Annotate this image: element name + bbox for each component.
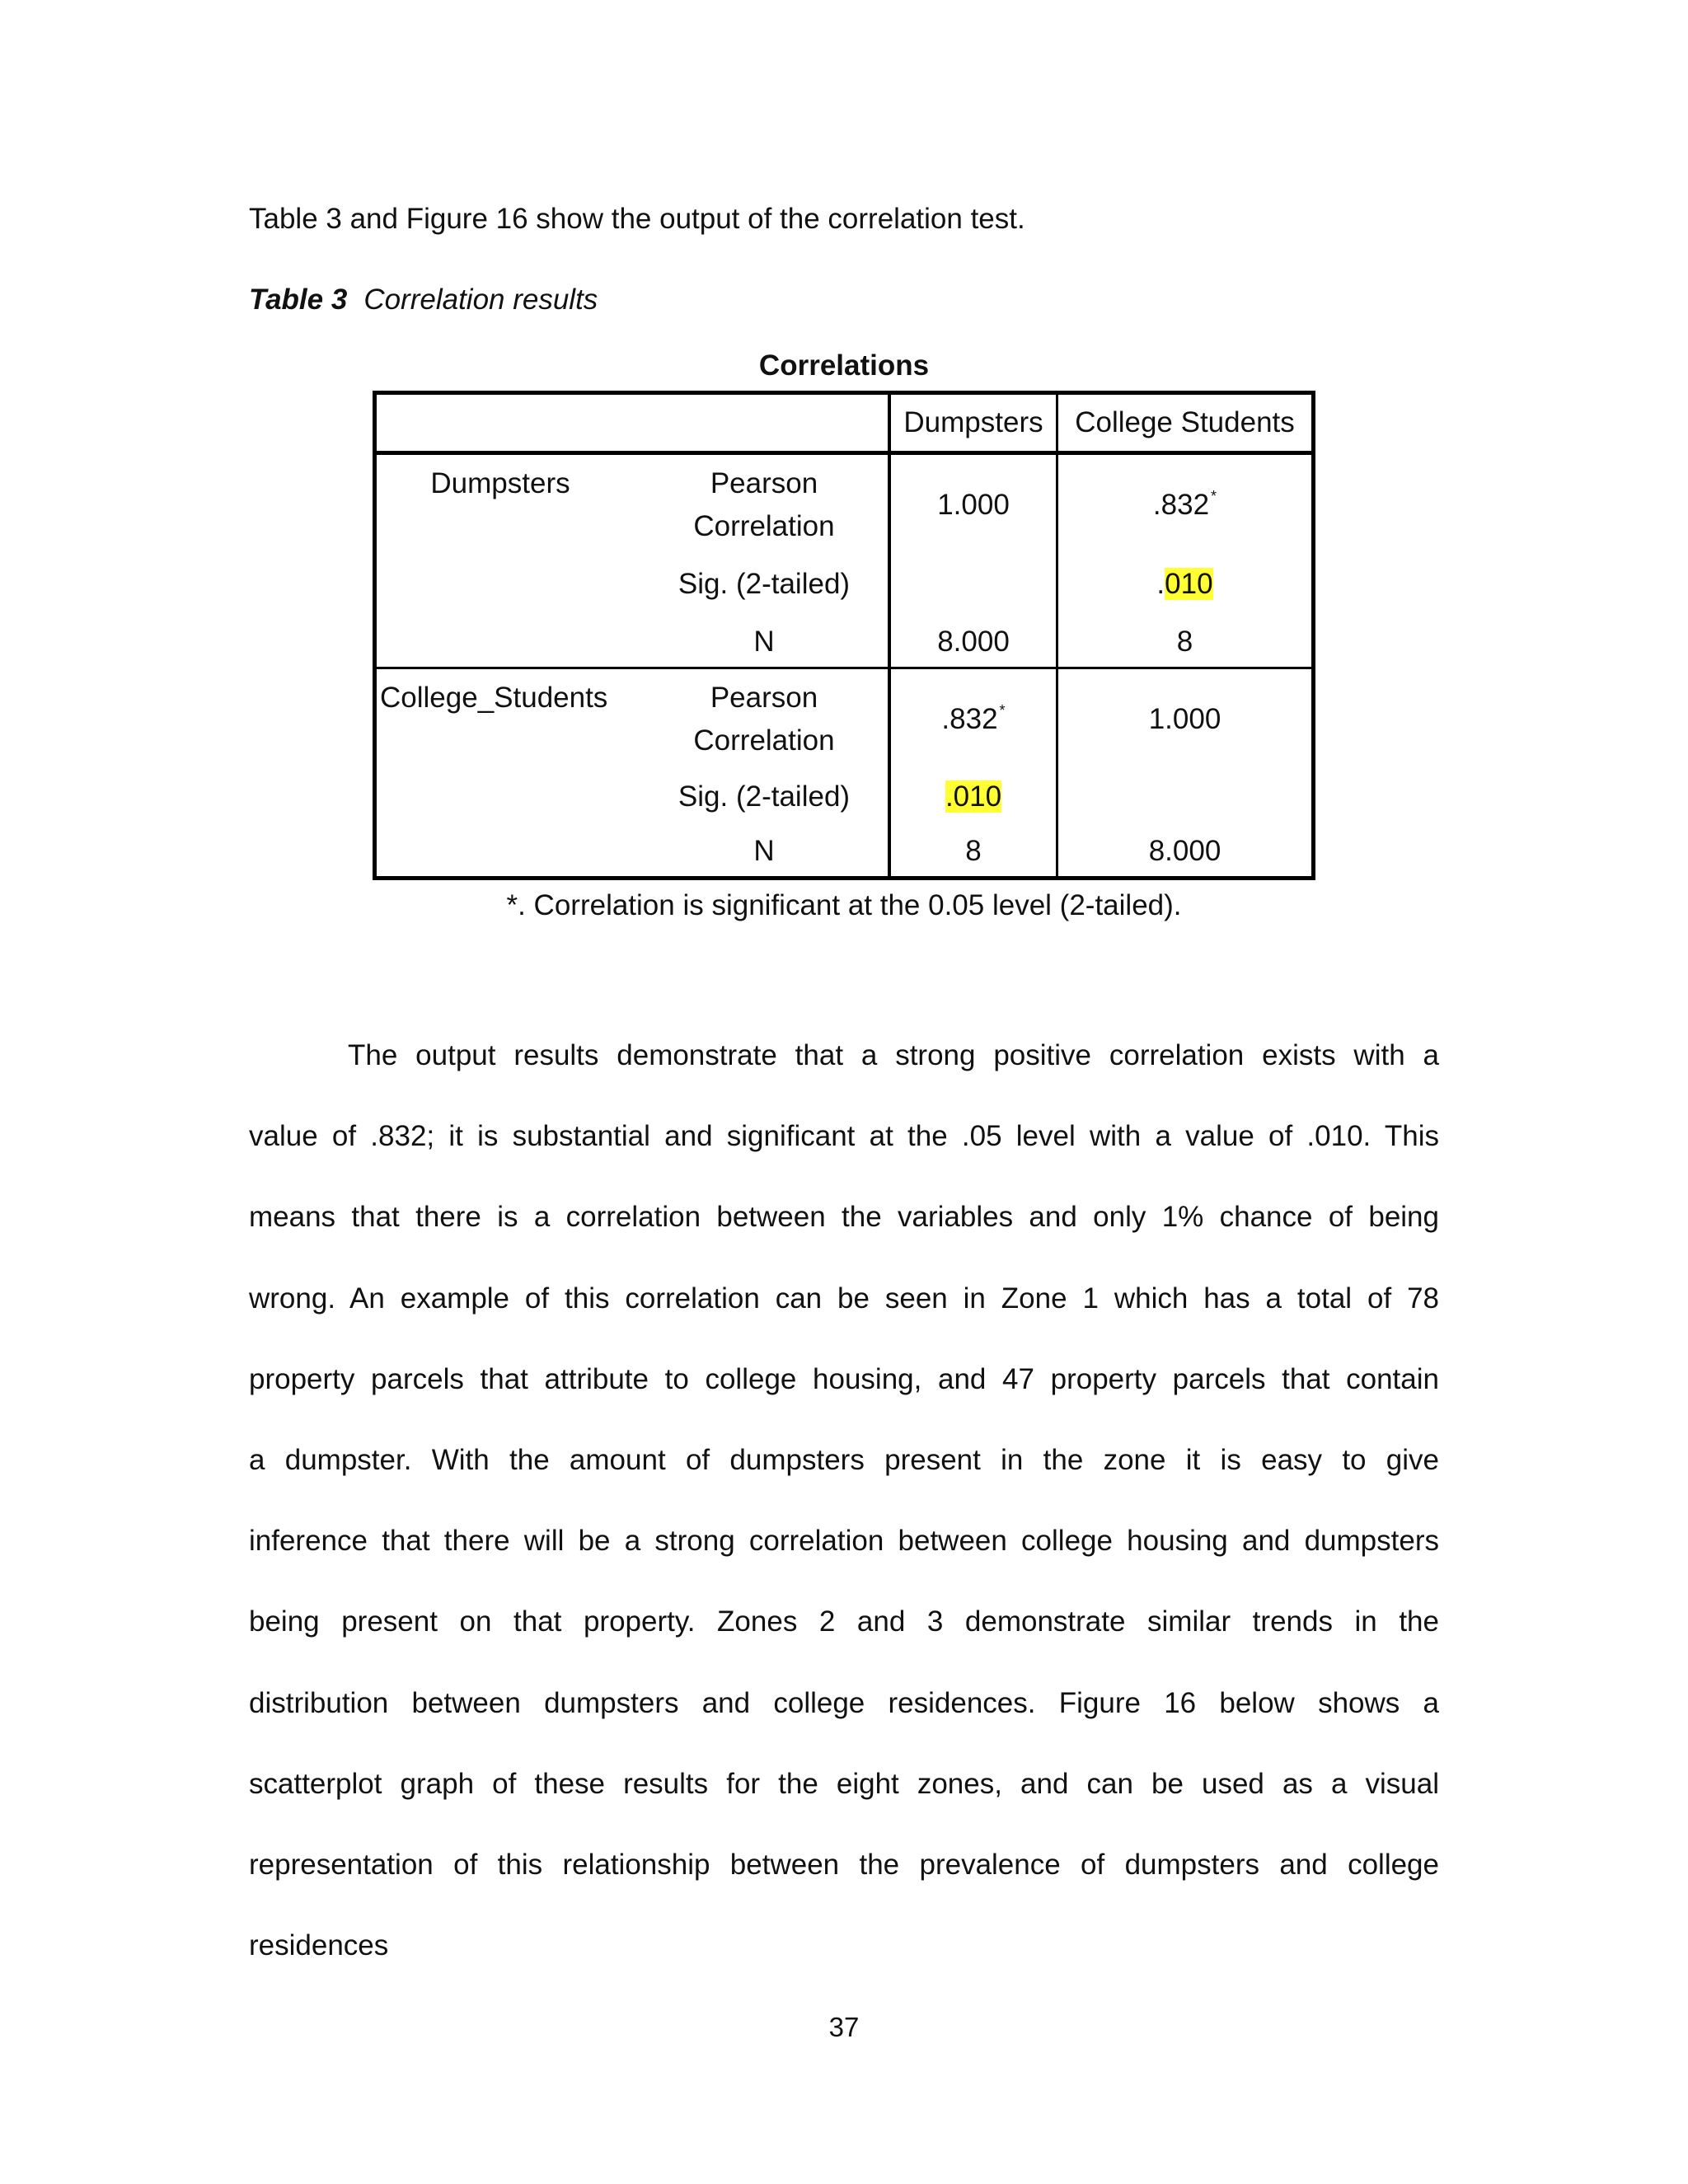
value-cell: .832 *	[941, 702, 1006, 735]
row-label-sig-2-tailed: Sig. (2-tailed)	[678, 568, 851, 600]
table-caption-label: Table 3	[249, 284, 348, 316]
correlations-table	[373, 391, 1315, 880]
paragraph-line: residences	[249, 1929, 389, 1962]
highlighted-significance: 010	[1165, 568, 1213, 600]
paragraph-line: value of .832; it is substantial and significant at the .05 level with a value of .010. This	[249, 1120, 1439, 1153]
body-paragraph	[249, 1015, 1439, 1986]
value-cell: 1.000	[937, 489, 1010, 521]
row-label-pearson-correlation: Pearson	[710, 682, 818, 714]
intro-sentence: Table 3 and Figure 16 show the output of the correlation test.	[249, 203, 1025, 235]
value-cell: 8	[1176, 626, 1193, 658]
paragraph-line: a dumpster. With the amount of dumpsters present in the zone it is easy to give	[249, 1443, 1439, 1476]
table-footnote: *. Correlation is significant at the 0.05 level (2-tailed).	[506, 889, 1182, 921]
page-number: 37	[828, 2012, 860, 2042]
table-group-divider	[377, 667, 1311, 669]
paragraph-line: scatterplot graph of these results for the eight zones, and can be used as a visual	[249, 1767, 1439, 1800]
value-cell: 8.000	[1148, 835, 1221, 867]
row-group-label: College_Students	[380, 682, 608, 714]
paragraph-line: means that there is a correlation between the variables and only 1% chance of being	[249, 1201, 1439, 1234]
column-header-dumpsters: Dumpsters	[903, 406, 1043, 438]
value-cell	[891, 776, 1056, 818]
paragraph-line: distribution between dumpsters and college residences. Figure 16 below shows a	[249, 1686, 1439, 1719]
table-title: Correlations	[758, 349, 930, 382]
table-header-divider	[377, 451, 1311, 455]
column-header-college-students: College Students	[1075, 406, 1295, 438]
value-cell: 1.000	[1148, 703, 1221, 735]
row-label-n: N	[753, 626, 775, 658]
paragraph-line: property parcels that attribute to college housing, and 47 property parcels that contain	[249, 1362, 1439, 1395]
paragraph-line: inference that there will be a strong correlation between college housing and dumpsters	[249, 1525, 1439, 1558]
significance-marker: *	[1211, 488, 1217, 504]
value-cell: .010	[1156, 568, 1213, 600]
value-cell: 8.000	[937, 626, 1010, 658]
row-label-sig-2-tailed: Sig. (2-tailed)	[678, 780, 851, 813]
table-caption	[249, 282, 598, 318]
value-cell: .832 *	[1152, 488, 1217, 521]
table-caption-text: Correlation results	[363, 284, 598, 316]
paragraph-line: The output results demonstrate that a strong positive correlation exists with a	[348, 1039, 1439, 1071]
row-group-label: Dumpsters	[430, 467, 570, 499]
highlighted-significance: .010	[945, 780, 1002, 813]
significance-marker: *	[999, 702, 1006, 719]
row-label-pearson-correlation-cont: Correlation	[693, 510, 835, 542]
value-cell: 8	[965, 835, 982, 867]
paragraph-line: being present on that property. Zones 2 and 3 demonstrate similar trends in the	[249, 1605, 1439, 1638]
paragraph-line: wrong. An example of this correlation can be seen in Zone 1 which has a total of 78	[249, 1282, 1439, 1315]
row-label-pearson-correlation: Pearson	[710, 467, 818, 499]
row-label-n: N	[753, 835, 775, 867]
row-label-pearson-correlation-cont: Correlation	[693, 724, 835, 757]
paragraph-line: representation of this relationship between the prevalence of dumpsters and college	[249, 1848, 1439, 1881]
